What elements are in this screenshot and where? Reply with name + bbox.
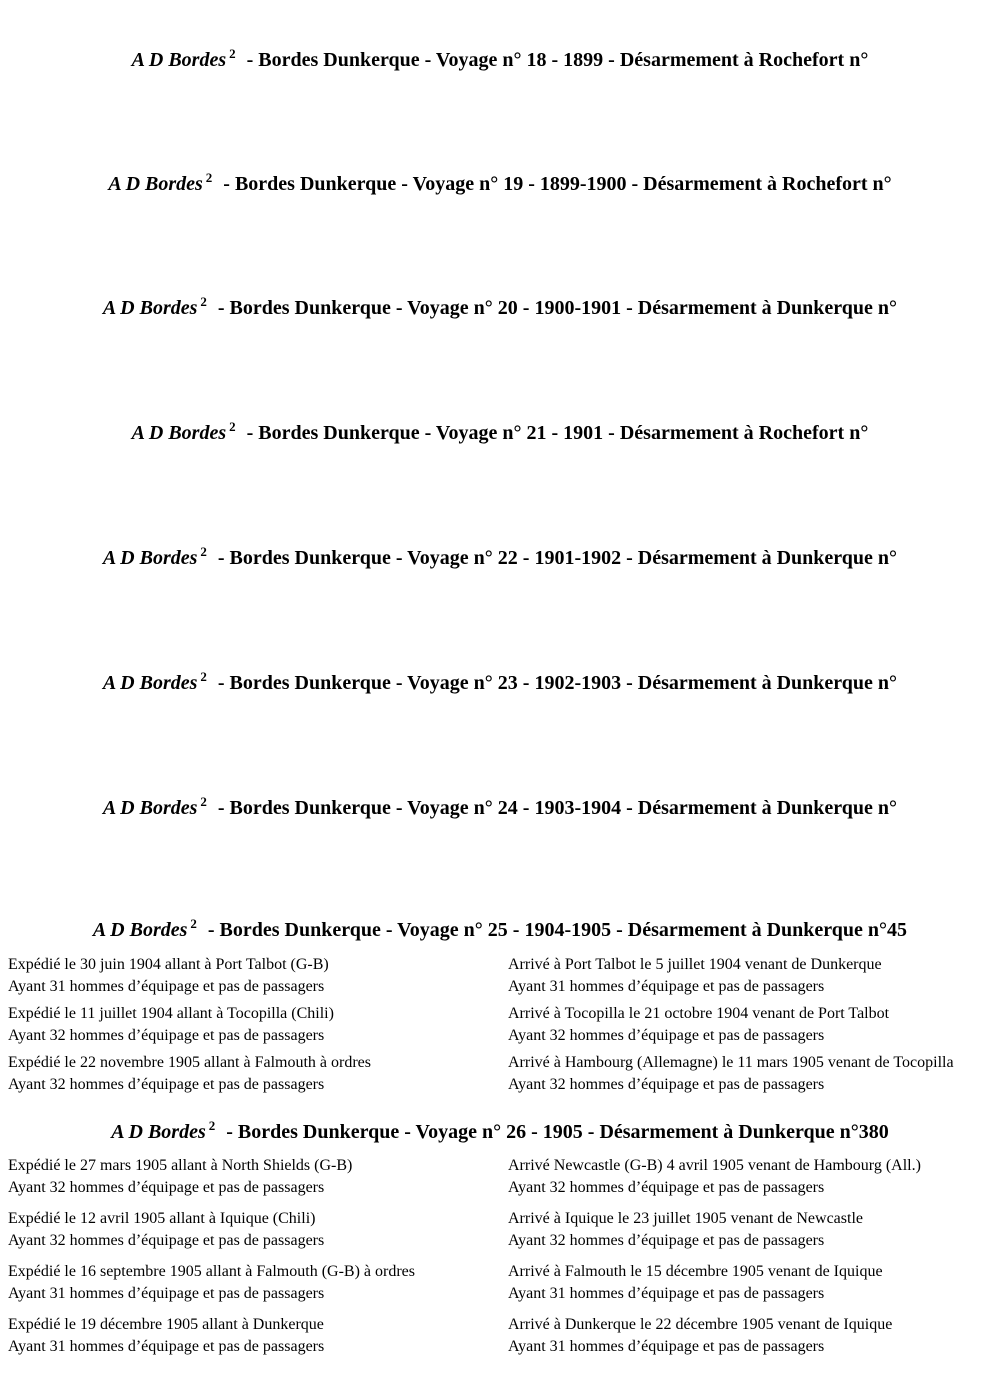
arrival-cell — [500, 1155, 1000, 1199]
arrival-crew-line: Ayant 32 hommes d’équipage et pas de passagers — [508, 1076, 825, 1093]
voyage-heading-19 — [0, 172, 1000, 196]
arrival-line: Arrivé à Dunkerque le 22 décembre 1905 venant de Iquique — [508, 1316, 893, 1333]
voyage-leg-row — [0, 1261, 1000, 1305]
departure-line: Expédié le 11 juillet 1904 allant à Tocopilla (Chili) — [8, 1005, 334, 1022]
departure-line: Expédié le 12 avril 1905 allant à Iquique (Chili) — [8, 1210, 316, 1227]
voyage-leg-row — [0, 1314, 1000, 1358]
departure-line: Expédié le 27 mars 1905 allant à North Shields (G-B) — [8, 1157, 353, 1174]
departure-crew-line: Ayant 31 hommes d’équipage et pas de passagers — [8, 1338, 325, 1355]
departure-cell — [0, 1208, 500, 1252]
departure-crew-line: Ayant 32 hommes d’équipage et pas de passagers — [8, 1027, 325, 1044]
ship-name-superscript: 2 — [200, 669, 207, 685]
arrival-cell — [500, 954, 1000, 998]
arrival-crew-line: Ayant 32 hommes d’équipage et pas de passagers — [508, 1232, 825, 1249]
voyage-title-rest: - Bordes Dunkerque - Voyage n° 23 - 1902-1903 - Désarmement à Dunkerque n° — [217, 672, 898, 694]
voyage-heading-26 — [0, 1120, 1000, 1144]
voyage-heading-22 — [0, 546, 1000, 570]
arrival-crew-line: Ayant 31 hommes d’équipage et pas de passagers — [508, 1338, 825, 1355]
voyage-title-rest: - Bordes Dunkerque - Voyage n° 21 - 1901 - Désarmement à Rochefort n° — [246, 422, 869, 444]
voyage-25-entries — [0, 954, 1000, 1101]
arrival-line: Arrivé Newcastle (G-B) 4 avril 1905 venant de Hambourg (All.) — [508, 1157, 921, 1174]
departure-crew-line: Ayant 32 hommes d’équipage et pas de passagers — [8, 1179, 325, 1196]
voyage-heading-20 — [0, 296, 1000, 320]
voyage-title-rest: - Bordes Dunkerque - Voyage n° 20 - 1900-1901 - Désarmement à Dunkerque n° — [217, 297, 898, 319]
departure-cell — [0, 1155, 500, 1199]
voyage-title-rest: - Bordes Dunkerque - Voyage n° 22 - 1901-1902 - Désarmement à Dunkerque n° — [217, 547, 898, 569]
ship-name-superscript: 2 — [229, 419, 236, 435]
arrival-line: Arrivé à Iquique le 23 juillet 1905 venant de Newcastle — [508, 1210, 863, 1227]
voyage-title-rest: - Bordes Dunkerque - Voyage n° 19 - 1899-1900 - Désarmement à Rochefort n° — [223, 173, 892, 195]
voyage-heading-18 — [0, 48, 1000, 72]
ship-name-superscript: 2 — [200, 544, 207, 560]
voyage-heading-25 — [0, 918, 1000, 942]
arrival-cell — [500, 1261, 1000, 1305]
arrival-crew-line: Ayant 31 hommes d’équipage et pas de passagers — [508, 1285, 825, 1302]
voyage-title-rest: - Bordes Dunkerque - Voyage n° 26 - 1905 - Désarmement à Dunkerque n°380 — [226, 1121, 889, 1143]
arrival-cell — [500, 1208, 1000, 1252]
voyage-heading-24 — [0, 796, 1000, 820]
voyage-leg-row — [0, 1052, 1000, 1096]
arrival-crew-line: Ayant 32 hommes d’équipage et pas de passagers — [508, 1027, 825, 1044]
voyage-title-rest: - Bordes Dunkerque - Voyage n° 18 - 1899 - Désarmement à Rochefort n° — [246, 49, 869, 71]
voyage-title-rest: - Bordes Dunkerque - Voyage n° 24 - 1903-1904 - Désarmement à Dunkerque n° — [217, 797, 898, 819]
ship-name-superscript: 2 — [200, 294, 207, 310]
ship-name-superscript: 2 — [190, 916, 197, 932]
departure-crew-line: Ayant 31 hommes d’équipage et pas de passagers — [8, 1285, 325, 1302]
ship-name: A D Bordes — [102, 797, 198, 819]
departure-crew-line: Ayant 31 hommes d’équipage et pas de passagers — [8, 978, 325, 995]
ship-name: A D Bordes — [92, 919, 188, 941]
arrival-line: Arrivé à Falmouth le 15 décembre 1905 venant de Iquique — [508, 1263, 883, 1280]
ship-name: A D Bordes — [108, 173, 203, 195]
departure-crew-line: Ayant 32 hommes d’équipage et pas de passagers — [8, 1076, 325, 1093]
ship-name-superscript: 2 — [200, 794, 207, 810]
voyage-heading-23 — [0, 671, 1000, 695]
arrival-cell — [500, 1314, 1000, 1358]
ship-name: A D Bordes — [131, 49, 227, 71]
ship-name: A D Bordes — [102, 672, 198, 694]
ship-name: A D Bordes — [102, 547, 198, 569]
arrival-crew-line: Ayant 32 hommes d’équipage et pas de passagers — [508, 1179, 825, 1196]
ship-name-superscript: 2 — [205, 170, 213, 186]
departure-line: Expédié le 30 juin 1904 allant à Port Talbot (G-B) — [8, 956, 329, 973]
voyage-26-entries — [0, 1155, 1000, 1367]
voyage-leg-row — [0, 1003, 1000, 1047]
departure-cell — [0, 1003, 500, 1047]
arrival-line: Arrivé à Tocopilla le 21 octobre 1904 venant de Port Talbot — [508, 1005, 890, 1022]
voyage-leg-row — [0, 954, 1000, 998]
departure-line: Expédié le 19 décembre 1905 allant à Dunkerque — [8, 1316, 324, 1333]
voyage-leg-row — [0, 1155, 1000, 1199]
voyage-title-rest: - Bordes Dunkerque - Voyage n° 25 - 1904-1905 - Désarmement à Dunkerque n°45 — [207, 919, 908, 941]
voyage-heading-21 — [0, 421, 1000, 445]
ship-name: A D Bordes — [131, 422, 227, 444]
departure-cell — [0, 1261, 500, 1305]
departure-crew-line: Ayant 32 hommes d’équipage et pas de passagers — [8, 1232, 325, 1249]
ship-name-superscript: 2 — [229, 46, 236, 62]
ship-name: A D Bordes — [102, 297, 198, 319]
arrival-line: Arrivé à Port Talbot le 5 juillet 1904 venant de Dunkerque — [508, 956, 882, 973]
ship-name: A D Bordes — [111, 1121, 206, 1143]
departure-cell — [0, 954, 500, 998]
departure-cell — [0, 1052, 500, 1096]
arrival-line: Arrivé à Hambourg (Allemagne) le 11 mars 1905 venant de Tocopilla — [508, 1054, 954, 1071]
arrival-cell — [500, 1052, 1000, 1096]
arrival-cell — [500, 1003, 1000, 1047]
departure-line: Expédié le 22 novembre 1905 allant à Falmouth à ordres — [8, 1054, 372, 1071]
departure-cell — [0, 1314, 500, 1358]
voyage-leg-row — [0, 1208, 1000, 1252]
departure-line: Expédié le 16 septembre 1905 allant à Falmouth (G-B) à ordres — [8, 1263, 415, 1280]
arrival-crew-line: Ayant 31 hommes d’équipage et pas de passagers — [508, 978, 825, 995]
ship-name-superscript: 2 — [208, 1118, 216, 1134]
